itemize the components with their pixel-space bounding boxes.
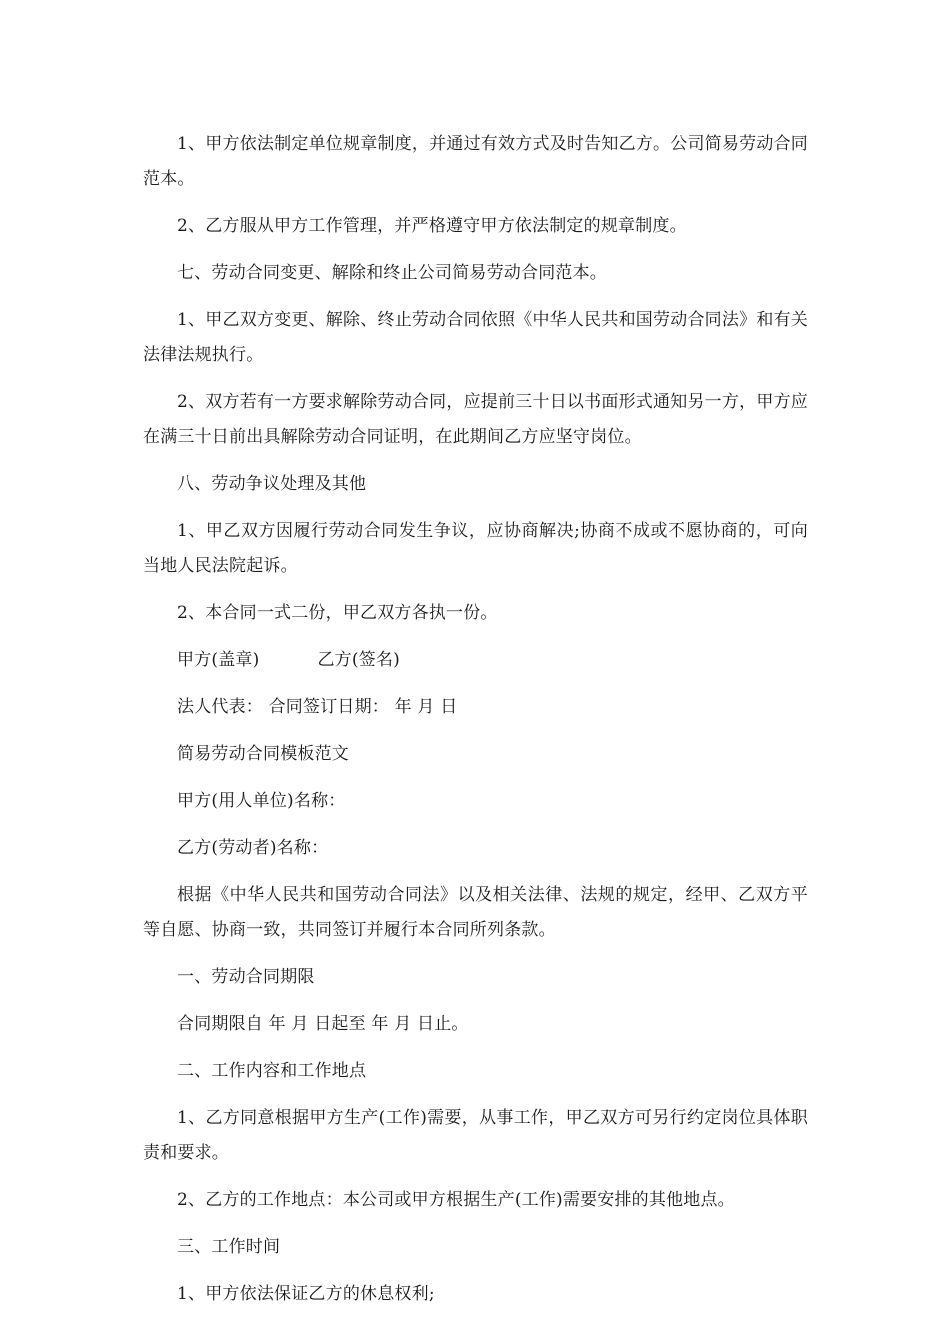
party-a-name-field: 甲方(用人单位)名称：	[177, 791, 346, 811]
template-title: 简易劳动合同模板范文	[177, 744, 349, 764]
paragraph-copies: 2、本合同一式二份，甲乙双方各执一份。	[177, 603, 498, 623]
paragraph-representative-date: 法人代表： 合同签订日期： 年 月 日	[177, 697, 458, 717]
section-heading-change-termination: 七、劳动合同变更、解除和终止公司简易劳动合同范本。	[177, 263, 607, 283]
paragraph-legal-basis: 根据《中华人民共和国劳动合同法》以及相关法律、法规的规定，经甲、乙双方平等自愿、协商一致，共同签订并履行本合同所列条款。	[143, 885, 808, 940]
party-b-name-field: 乙方(劳动者)名称：	[177, 838, 329, 858]
paragraph-rules-notice: 1、甲方依法制定单位规章制度，并通过有效方式及时告知乙方。公司简易劳动合同范本。	[143, 134, 808, 189]
paragraph-dispute-resolution: 1、甲乙双方因履行劳动合同发生争议，应协商解决;协商不成或不愿协商的，可向当地人民法院起诉。	[143, 521, 808, 576]
paragraph-obey-rules: 2、乙方服从甲方工作管理，并严格遵守甲方依法制定的规章制度。	[177, 216, 687, 236]
signature-line	[143, 643, 808, 678]
document-body	[143, 127, 808, 1324]
paragraph-thirty-days-notice: 2、双方若有一方要求解除劳动合同，应提前三十日以书面形式通知另一方，甲方应在满三十日前出具解除劳动合同证明，在此期间乙方应坚守岗位。	[143, 392, 808, 447]
paragraph-work-location: 2、乙方的工作地点：本公司或甲方根据生产(工作)需要安排的其他地点。	[177, 1190, 735, 1210]
section-heading-dispute: 八、劳动争议处理及其他	[177, 474, 367, 494]
section-heading-contract-term: 一、劳动合同期限	[177, 967, 315, 987]
section-heading-work-hours: 三、工作时间	[177, 1237, 281, 1257]
paragraph-job-duties: 1、乙方同意根据甲方生产(工作)需要，从事工作，甲乙双方可另行约定岗位具体职责和要求。	[143, 1108, 808, 1163]
party-a-seal-label: 甲方(盖章)	[177, 650, 260, 670]
party-b-sign-label: 乙方(签名)	[317, 650, 400, 670]
paragraph-rest-rights: 1、甲方依法保证乙方的休息权利;	[177, 1284, 435, 1304]
paragraph-term-dates: 合同期限自 年 月 日起至 年 月 日止。	[177, 1014, 469, 1034]
section-heading-work-content: 二、工作内容和工作地点	[177, 1061, 367, 1081]
paragraph-change-per-law: 1、甲乙双方变更、解除、终止劳动合同依照《中华人民共和国劳动合同法》和有关法律法规执行。	[143, 310, 808, 365]
